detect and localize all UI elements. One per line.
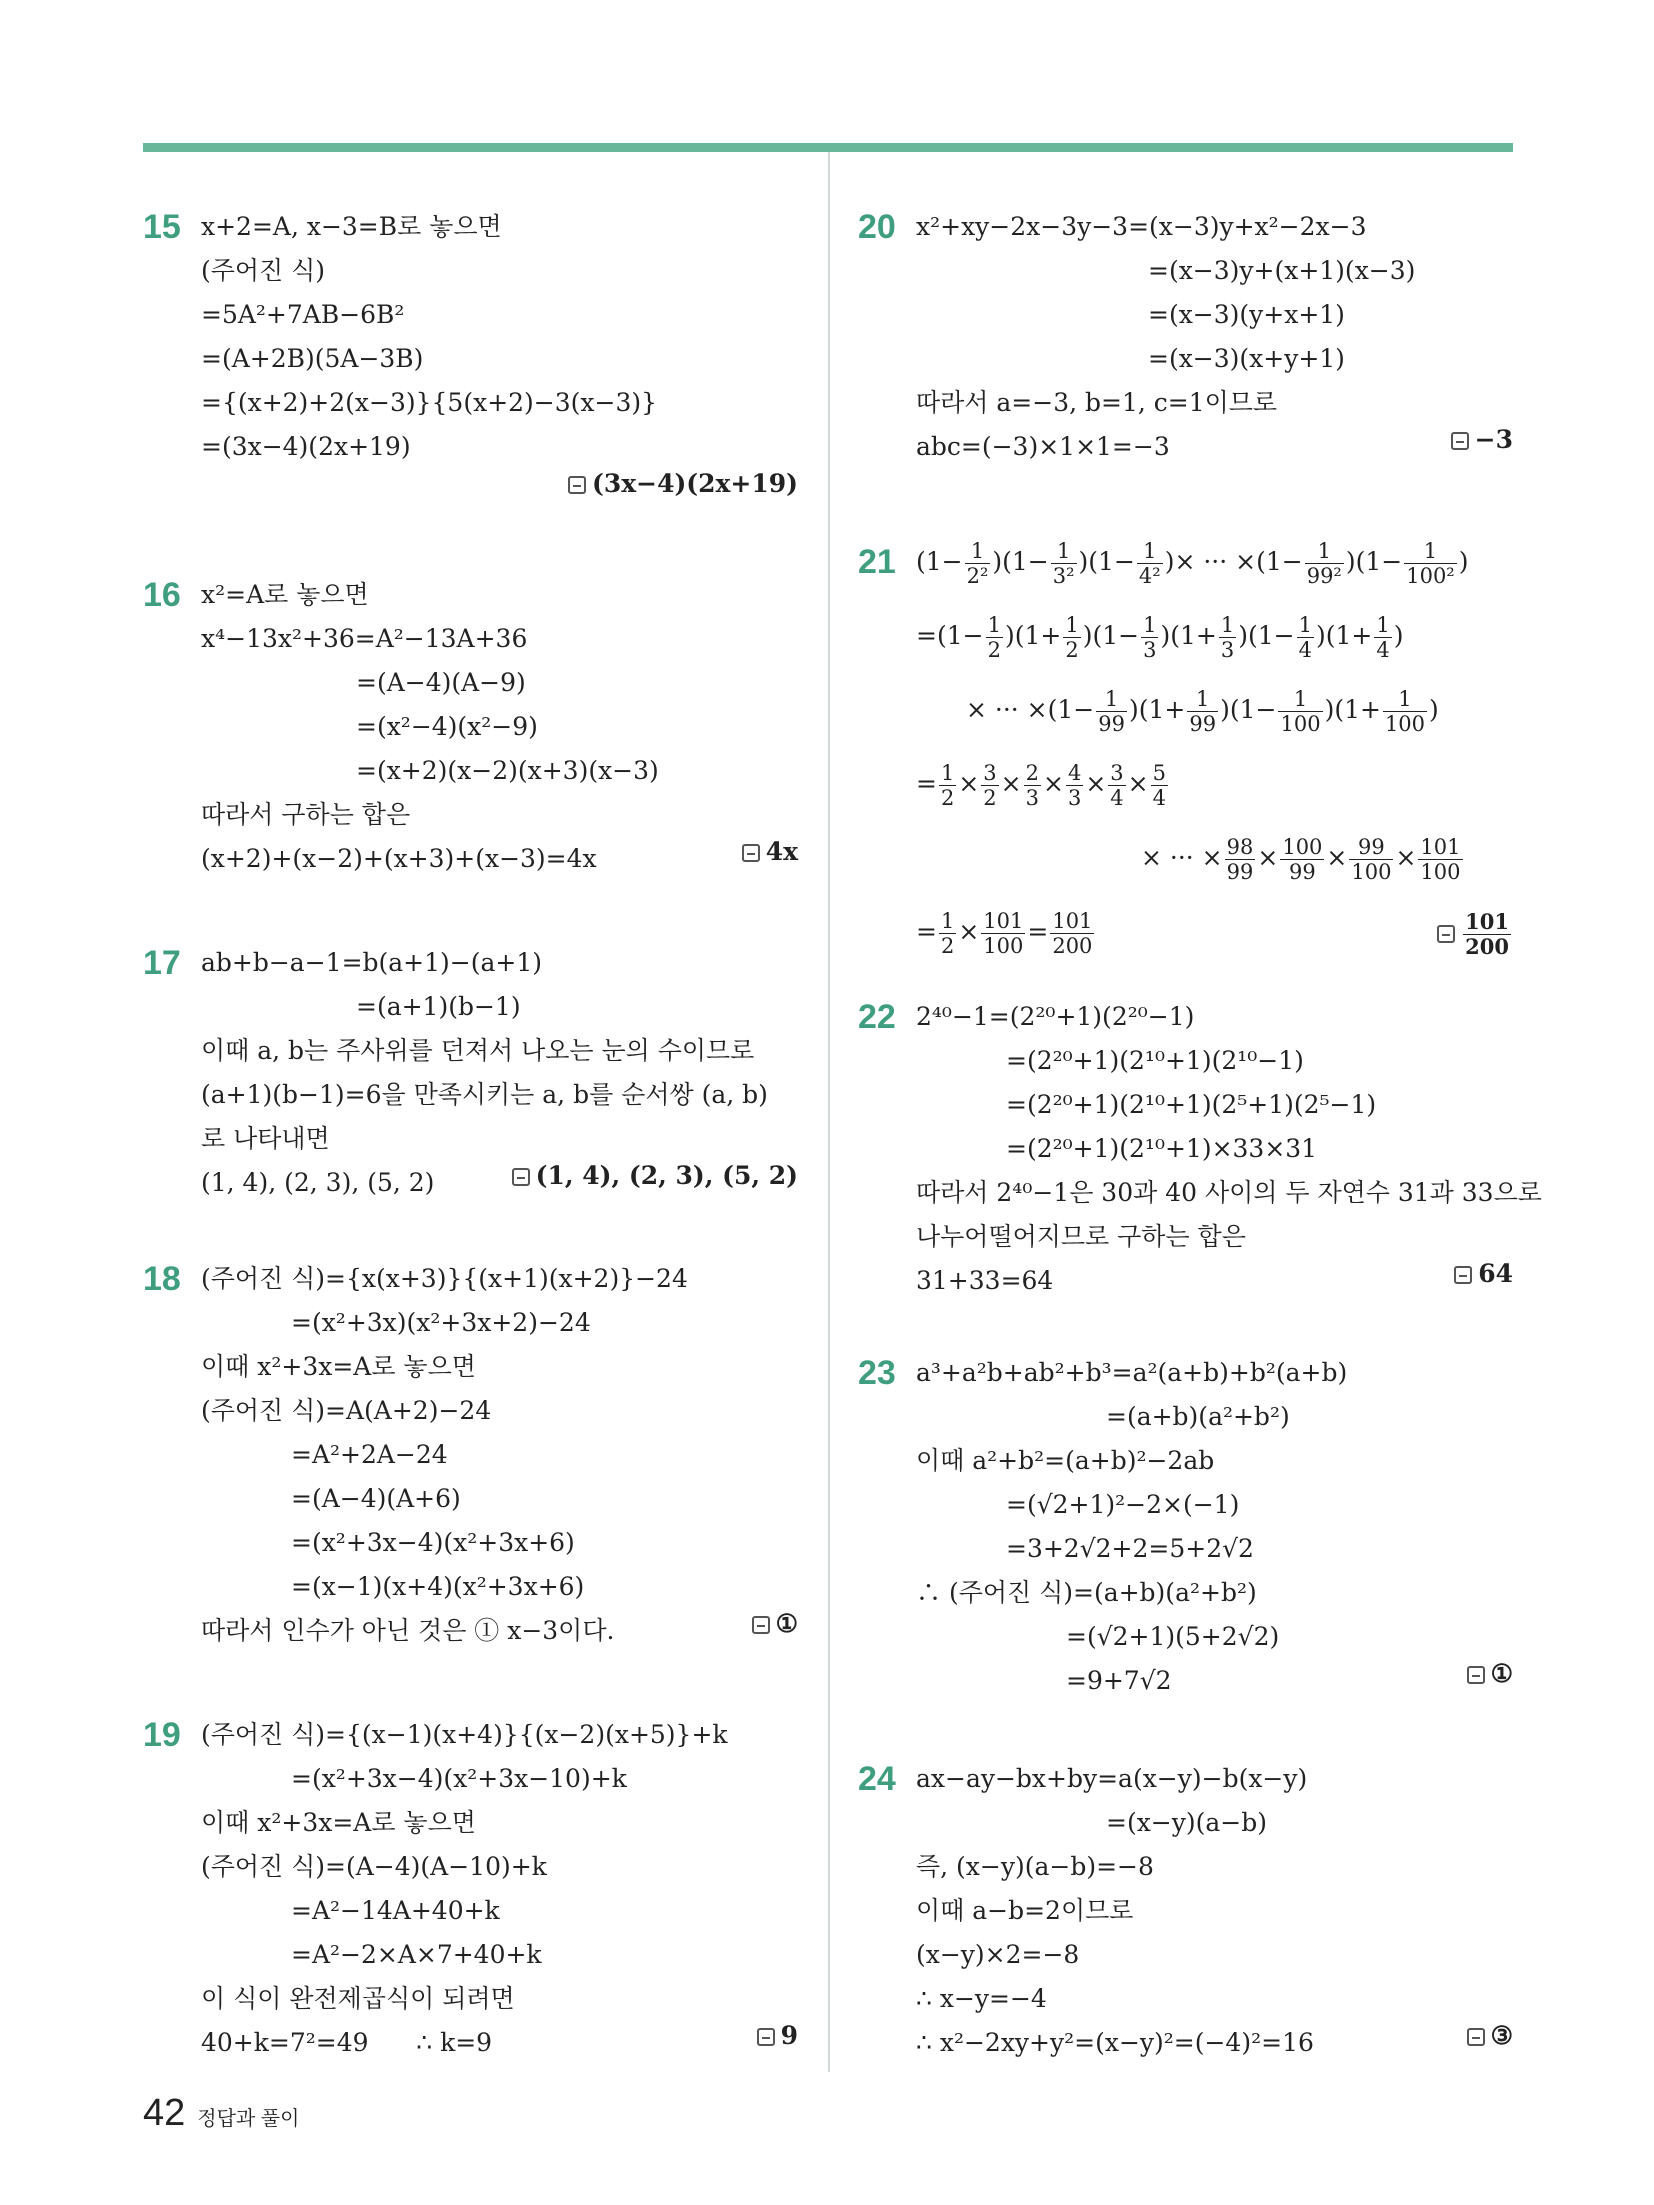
denominator: 3 <box>1143 638 1157 662</box>
fraction <box>1151 761 1168 810</box>
solution-line: abc=(−3)×1×1=−3 <box>916 432 1170 461</box>
solution-line: =(2²⁰+1)(2¹⁰+1)×33×31 <box>1006 1134 1318 1163</box>
solution-line: =(x−y)(a−b) <box>1106 1808 1267 1837</box>
numerator: 3 <box>983 761 997 785</box>
expr-text: × ··· × <box>1141 843 1223 872</box>
denominator: 4² <box>1138 564 1161 588</box>
solution-line <box>916 673 1513 747</box>
answer-value: ③ <box>1490 2021 1513 2050</box>
solution-line: =(√2+1)(5+2√2) <box>1066 1622 1280 1651</box>
expr-text: )× ··· ×(1− <box>1164 547 1303 576</box>
answer-icon <box>752 1616 770 1634</box>
denominator: 99 <box>1289 860 1316 884</box>
fraction <box>939 761 956 810</box>
solution-line: =(A+2B)(5A−3B) <box>201 344 424 373</box>
fraction <box>965 539 991 588</box>
numerator: 1 <box>1220 613 1235 637</box>
solution-line: 이때 a²+b²=(a+b)²−2ab <box>916 1446 1215 1475</box>
solution-line: =(x−3)(x+y+1) <box>1148 344 1345 373</box>
denominator: 200 <box>1465 934 1509 959</box>
expr-text: = <box>916 917 937 946</box>
fraction <box>1280 835 1324 884</box>
solution-line: =(3x−4)(2x+19) <box>201 432 411 461</box>
fraction <box>1063 613 1080 662</box>
solution-line: 따라서 a=−3, b=1, c=1이므로 <box>916 388 1278 417</box>
numerator: 1 <box>1143 613 1157 637</box>
problem-15 <box>143 205 798 498</box>
solution-line: 이때 a, b는 주사위를 던져서 나오는 눈의 수이므로 <box>201 1036 755 1065</box>
fraction <box>1066 761 1083 810</box>
solution-line: 즉, (x−y)(a−b)=−8 <box>916 1852 1154 1881</box>
expr-text: ) <box>1393 621 1404 650</box>
problem-19 <box>143 1713 798 2065</box>
denominator: 2 <box>940 786 955 810</box>
fraction <box>986 613 1003 662</box>
denominator: 100 <box>1420 860 1461 884</box>
solution-line: (주어진 식)=(A−4)(A−10)+k <box>201 1852 547 1881</box>
expr-text: )(1− <box>1078 547 1135 576</box>
denominator: 100 <box>983 934 1024 958</box>
denominator: 99 <box>1226 860 1254 884</box>
answer-value: (3x−4)(2x+19) <box>592 469 798 498</box>
expr-text: )(1− <box>1082 621 1140 650</box>
solution-line: =(x−3)y+(x+1)(x−3) <box>1148 256 1416 285</box>
solution-line: 2⁴⁰−1=(2²⁰+1)(2²⁰−1) <box>916 1002 1195 1031</box>
numerator: 100 <box>1282 835 1323 859</box>
solution-line: 31+33=64 <box>916 1266 1054 1295</box>
answer <box>1467 2021 1513 2050</box>
expr-text: )(1− <box>1238 621 1295 650</box>
problem-16 <box>143 573 798 881</box>
solution-line: (x−y)×2=−8 <box>916 1940 1080 1969</box>
answer-icon <box>568 476 586 494</box>
solution-line: =(2²⁰+1)(2¹⁰+1)(2⁵+1)(2⁵−1) <box>1006 1090 1377 1119</box>
problem-number: 21 <box>858 543 896 581</box>
solution-line: 이때 x²+3x=A로 놓으면 <box>201 1808 476 1837</box>
solution-line <box>916 599 1513 673</box>
denominator: 99 <box>1189 712 1217 736</box>
answer-icon <box>1467 1666 1485 1684</box>
numerator: 98 <box>1226 835 1254 859</box>
numerator: 101 <box>1052 909 1093 933</box>
denominator: 3 <box>1067 786 1082 810</box>
denominator: 100 <box>1384 712 1426 736</box>
expr-text: × ··· ×(1− <box>966 695 1095 724</box>
numerator: 1 <box>987 613 1001 637</box>
fraction <box>1137 539 1163 588</box>
solution-line: =(A−4)(A−9) <box>356 668 526 697</box>
footer-label: 정답과 풀이 <box>197 2108 300 2130</box>
expr-text: = <box>1027 917 1049 946</box>
fraction <box>1096 687 1127 736</box>
answer-icon <box>1451 432 1469 450</box>
problem-number: 15 <box>143 208 181 246</box>
fraction <box>1024 761 1041 810</box>
fraction <box>1305 539 1344 588</box>
answer-value: 4x <box>765 837 798 866</box>
denominator: 200 <box>1052 934 1093 958</box>
expr-text: × <box>1257 843 1279 872</box>
fraction <box>1383 687 1427 736</box>
problem-24 <box>858 1757 1513 2065</box>
fraction <box>1187 687 1218 736</box>
problem-23 <box>858 1351 1513 1703</box>
fraction <box>981 909 1025 958</box>
solution-line: =(a+1)(b−1) <box>356 992 521 1021</box>
solution-line <box>916 525 1513 599</box>
answer <box>568 469 798 498</box>
fraction <box>1225 835 1256 884</box>
fraction <box>1278 687 1322 736</box>
denominator: 4 <box>1152 786 1166 810</box>
solution-line: =(x−1)(x+4)(x²+3x+6) <box>291 1572 585 1601</box>
solution-line: ∴ x−y=−4 <box>916 1984 1047 2013</box>
solution-line: =(x²+3x−4)(x²+3x−10)+k <box>291 1764 627 1793</box>
expr-text: × <box>1085 769 1107 798</box>
numerator: 3 <box>1110 761 1124 785</box>
solution-line: ax−ay−bx+by=a(x−y)−b(x−y) <box>916 1764 1308 1793</box>
solution-line <box>916 895 1513 969</box>
denominator: 3 <box>1220 638 1235 662</box>
answer <box>1467 1659 1513 1688</box>
denominator: 100² <box>1406 564 1455 588</box>
denominator: 2 <box>987 638 1001 662</box>
fraction <box>1141 613 1158 662</box>
expr-text: × <box>1395 843 1417 872</box>
numerator: 1 <box>1298 613 1312 637</box>
expr-text: )(1− <box>1345 547 1403 576</box>
expr-text: = <box>916 769 937 798</box>
denominator: 100 <box>1351 860 1392 884</box>
solution-line: ∴ x²−2xy+y²=(x−y)²=(−4)²=16 <box>916 2028 1314 2057</box>
expr-text: )(1+ <box>1324 695 1381 724</box>
solution-line: x+2=A, x−3=B로 놓으면 <box>201 212 502 241</box>
solution-line: =(x²−4)(x²−9) <box>356 712 538 741</box>
solution-line: 따라서 2⁴⁰−1은 30과 40 사이의 두 자연수 31과 33으로 <box>916 1178 1542 1207</box>
solution-line: (주어진 식) <box>201 256 326 285</box>
answer <box>1451 425 1513 454</box>
denominator: 100 <box>1280 712 1321 736</box>
answer <box>742 837 798 866</box>
answer-fraction <box>1463 910 1511 959</box>
numerator: 1 <box>1383 687 1427 712</box>
answer <box>1437 910 1513 959</box>
solution-line: =(a+b)(a²+b²) <box>1106 1402 1290 1431</box>
numerator: 1 <box>1096 687 1127 712</box>
denominator: 2 <box>1065 638 1079 662</box>
header-rule <box>143 143 1513 152</box>
solution-line: 이때 a−b=2이므로 <box>916 1896 1134 1925</box>
numerator: 1 <box>965 539 991 564</box>
problem-number: 17 <box>143 944 181 982</box>
page-number: 42 <box>143 2092 186 2134</box>
numerator: 2 <box>1025 761 1039 785</box>
solution-line: =5A²+7AB−6B² <box>201 300 405 329</box>
fraction <box>981 761 998 810</box>
problem-number: 18 <box>143 1260 181 1298</box>
answer-icon <box>757 2028 775 2046</box>
problem-number: 19 <box>143 1716 181 1754</box>
solution-line <box>916 747 1513 821</box>
problem-21 <box>858 525 1513 969</box>
problem-number: 23 <box>858 1354 896 1392</box>
problem-22 <box>858 995 1542 1303</box>
denominator: 3 <box>1025 786 1039 810</box>
fraction <box>1051 539 1077 588</box>
solution-line: ab+b−a−1=b(a+1)−(a+1) <box>201 948 542 977</box>
answer <box>752 1609 798 1638</box>
denominator: 99² <box>1306 564 1342 588</box>
answer <box>512 1161 798 1190</box>
solution-line: (a+1)(b−1)=6을 만족시키는 a, b를 순서쌍 (a, b) <box>201 1080 768 1109</box>
denominator: 99 <box>1098 712 1125 736</box>
answer-icon <box>1454 1266 1472 1284</box>
expr-text: × <box>958 769 980 798</box>
solution-line: =9+7√2 <box>1066 1666 1172 1695</box>
denominator: 3² <box>1052 564 1075 588</box>
solution-line: ∴ (주어진 식)=(a+b)(a²+b²) <box>916 1578 1257 1607</box>
solution-line <box>916 821 1513 895</box>
answer <box>757 2021 798 2050</box>
numerator: 1 <box>940 909 955 933</box>
fraction <box>1050 909 1094 958</box>
solution-line: (주어진 식)={(x−1)(x+4)}{(x−2)(x+5)}+k <box>201 1720 728 1749</box>
answer-value: 9 <box>780 2021 798 2050</box>
problem-number: 16 <box>143 576 181 614</box>
fraction <box>939 909 956 958</box>
expr-text: × <box>1042 769 1064 798</box>
numerator: 101 <box>983 909 1024 933</box>
numerator: 101 <box>1420 835 1461 859</box>
solution-line: =(2²⁰+1)(2¹⁰+1)(2¹⁰−1) <box>1006 1046 1304 1075</box>
solution-line: x²+xy−2x−3y−3=(x−3)y+x²−2x−3 <box>916 212 1367 241</box>
solution-line: a³+a²b+ab²+b³=a²(a+b)+b²(a+b) <box>916 1358 1348 1387</box>
problem-number: 20 <box>858 208 896 246</box>
column-divider <box>828 152 830 2072</box>
solution-line: =3+2√2+2=5+2√2 <box>1006 1534 1254 1563</box>
answer-value: 64 <box>1478 1259 1513 1288</box>
solution-line: 따라서 인수가 아닌 것은 ① x−3이다. <box>201 1616 615 1645</box>
numerator: 1 <box>940 761 955 785</box>
denominator: 2 <box>983 786 997 810</box>
fraction <box>1404 539 1457 588</box>
expr-text: )(1− <box>1220 695 1277 724</box>
expr-text: ) <box>1458 547 1469 576</box>
answer-icon <box>742 844 760 862</box>
numerator: 1 <box>1065 613 1079 637</box>
expr-text: ) <box>1429 695 1439 724</box>
numerator: 1 <box>1187 687 1218 712</box>
expr-text: )(1− <box>992 547 1049 576</box>
numerator: 1 <box>1278 687 1322 712</box>
solution-line: =(A−4)(A+6) <box>291 1484 461 1513</box>
solution-line: =(x+2)(x−2)(x+3)(x−3) <box>356 756 659 785</box>
solution-line: 이 식이 완전제곱식이 되려면 <box>201 1984 515 2013</box>
expr-text: × <box>1000 769 1022 798</box>
numerator: 101 <box>1465 909 1509 934</box>
numerator: 1 <box>1404 539 1457 564</box>
answer-value: (1, 4), (2, 3), (5, 2) <box>535 1161 798 1190</box>
numerator: 1 <box>1376 613 1390 637</box>
expr-text: × <box>958 917 980 946</box>
answer-icon <box>1467 2028 1485 2046</box>
expr-text: )(1+ <box>1004 621 1062 650</box>
answer-value: −3 <box>1474 425 1513 454</box>
expr-text: )(1+ <box>1128 695 1186 724</box>
solution-line: (주어진 식)={x(x+3)}{(x+1)(x+2)}−24 <box>201 1264 688 1293</box>
numerator: 1 <box>1137 539 1163 564</box>
numerator: 1 <box>1051 539 1077 564</box>
solution-line: =(x²+3x−4)(x²+3x+6) <box>291 1528 575 1557</box>
fraction <box>1374 613 1391 662</box>
solution-line: (주어진 식)=A(A+2)−24 <box>201 1396 492 1425</box>
problem-20 <box>858 205 1513 469</box>
fraction <box>1297 613 1314 662</box>
denominator: 4 <box>1298 638 1312 662</box>
solution-line: 나누어떨어지므로 구하는 합은 <box>916 1222 1246 1251</box>
expr-text: × <box>1326 843 1348 872</box>
answer-icon <box>512 1168 530 1186</box>
problem-number: 22 <box>858 998 896 1036</box>
numerator: 1 <box>1305 539 1344 564</box>
expr-text: )(1+ <box>1160 621 1217 650</box>
answer-value: ① <box>1490 1659 1513 1688</box>
denominator: 2 <box>940 934 955 958</box>
fraction <box>1108 761 1125 810</box>
solution-line: 40+k=7²=49 ∴ k=9 <box>201 2028 493 2057</box>
problem-number: 24 <box>858 1760 896 1798</box>
expr-text: =(1− <box>916 621 984 650</box>
solution-line: 로 나타내면 <box>201 1124 330 1153</box>
numerator: 99 <box>1349 835 1393 860</box>
problem-18 <box>143 1257 798 1653</box>
answer-icon <box>1437 925 1455 943</box>
expr-text: × <box>1127 769 1149 798</box>
solution-line: x⁴−13x²+36=A²−13A+36 <box>201 624 528 653</box>
fraction <box>1349 835 1393 884</box>
solution-line: 따라서 구하는 합은 <box>201 800 411 829</box>
solution-line: =A²+2A−24 <box>291 1440 448 1469</box>
numerator: 4 <box>1067 761 1082 785</box>
denominator: 4 <box>1110 786 1124 810</box>
solution-line: =(x²+3x)(x²+3x+2)−24 <box>291 1308 591 1337</box>
fraction <box>1418 835 1462 884</box>
expr-text: (1− <box>916 547 963 576</box>
solution-line: 이때 x²+3x=A로 놓으면 <box>201 1352 476 1381</box>
denominator: 4 <box>1376 638 1390 662</box>
solution-line: =A²−2×A×7+40+k <box>291 1940 542 1969</box>
solution-line: ={(x+2)+2(x−3)}{5(x+2)−3(x−3)} <box>201 388 658 417</box>
solution-line: =A²−14A+40+k <box>291 1896 500 1925</box>
solution-line: =(x−3)(y+x+1) <box>1148 300 1345 329</box>
expr-text: )(1+ <box>1315 621 1373 650</box>
solution-line: x²=A로 놓으면 <box>201 580 369 609</box>
fraction <box>1219 613 1236 662</box>
solution-line: (x+2)+(x−2)+(x+3)+(x−3)=4x <box>201 844 597 873</box>
solution-line: =(√2+1)²−2×(−1) <box>1006 1490 1240 1519</box>
problem-17 <box>143 941 798 1205</box>
page-footer <box>143 2092 299 2135</box>
answer-value: ① <box>775 1609 798 1638</box>
denominator: 2² <box>966 564 989 588</box>
numerator: 5 <box>1152 761 1166 785</box>
answer <box>1454 1259 1513 1288</box>
solution-line: (1, 4), (2, 3), (5, 2) <box>201 1168 435 1197</box>
